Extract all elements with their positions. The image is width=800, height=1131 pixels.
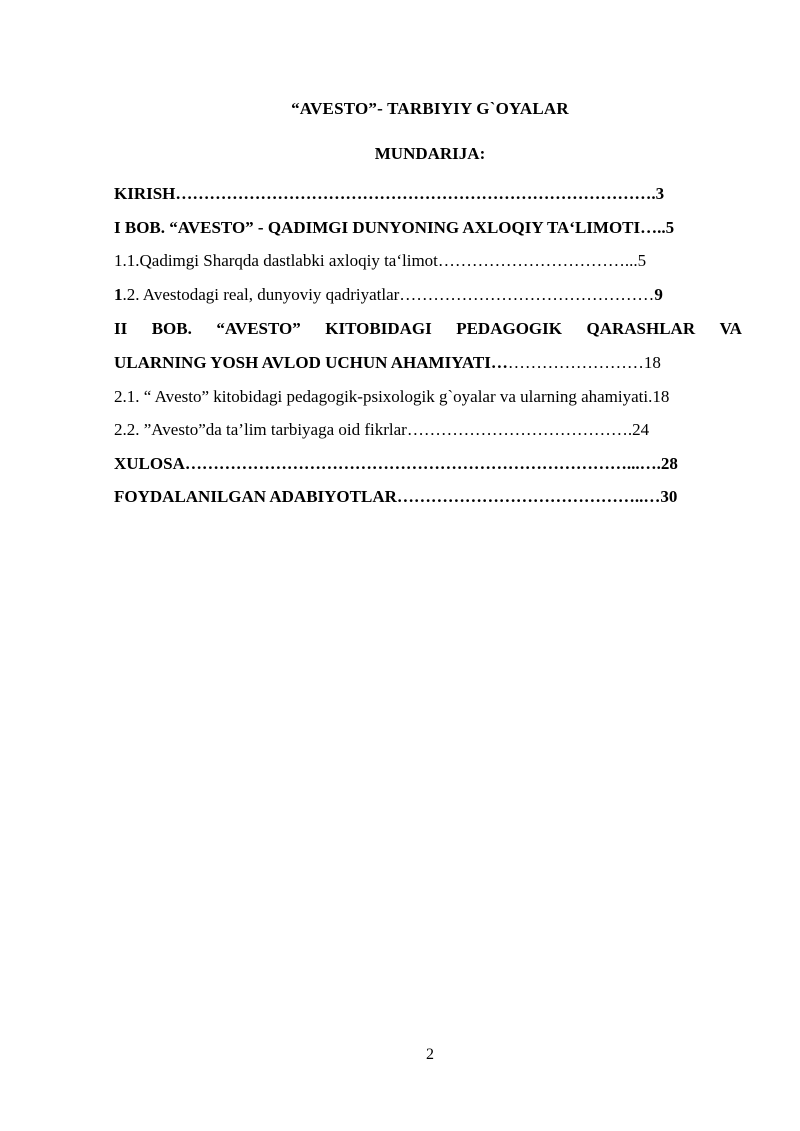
toc-heading: MUNDARIJA: bbox=[374, 144, 486, 163]
table-of-contents bbox=[114, 184, 742, 507]
toc-entry-text: ……………………18 bbox=[507, 353, 661, 372]
toc-entry-chapter-1: I BOB. “AVESTO” - QADIMGI DUNYONING AXLOQIY TA‘LIMOTI…..5 bbox=[114, 218, 675, 237]
toc-entry-kirish: KIRISH………………………………………………………………………….3 bbox=[114, 184, 665, 203]
toc-entry-2-1: 2.1. “ Avesto” kitobidagi pedagogik-psixologik g`oyalar va ularning ahamiyati.18 bbox=[114, 387, 670, 406]
toc-entry-page: 9 bbox=[654, 285, 663, 304]
page-number: 2 bbox=[426, 1046, 434, 1063]
toc-entry-text: .2. Avestodagi real, dunyoviy qadriyatlar……………………………………… bbox=[122, 285, 655, 304]
toc-word: BOB. bbox=[151, 319, 192, 338]
toc-word: II bbox=[114, 319, 128, 338]
toc-entry-bold-text: ULARNING YOSH AVLOD UCHUN AHAMIYATI… bbox=[114, 353, 508, 372]
toc-entry-1-2 bbox=[114, 285, 742, 305]
toc-word: VA bbox=[719, 319, 742, 338]
toc-word: “AVESTO” bbox=[216, 319, 301, 338]
toc-entry-chapter-2-line-1 bbox=[114, 319, 742, 339]
toc-entry-prefix: 1 bbox=[114, 285, 123, 304]
toc-entry-2-2: 2.2. ”Avesto”da ta’lim tarbiyaga oid fikrlar………………………………….24 bbox=[114, 420, 650, 439]
toc-word: KITOBIDAGI bbox=[325, 319, 432, 338]
toc-word: PEDAGOGIK bbox=[456, 319, 562, 338]
toc-word: QARASHLAR bbox=[586, 319, 696, 338]
toc-entry-1-1: 1.1.Qadimgi Sharqda dastlabki axloqiy ta‘limot……………………………...5 bbox=[114, 251, 647, 270]
toc-entry-bibliography: FOYDALANILGAN ADABIYOTLAR……………………………………..…30 bbox=[114, 487, 678, 506]
toc-entry-xulosa: XULOSA……………………………………………………………………...….28 bbox=[114, 454, 678, 473]
document-title: “AVESTO”- TARBIYIY G`OYALAR bbox=[291, 99, 569, 118]
toc-entry-chapter-2-line-2 bbox=[114, 353, 742, 373]
